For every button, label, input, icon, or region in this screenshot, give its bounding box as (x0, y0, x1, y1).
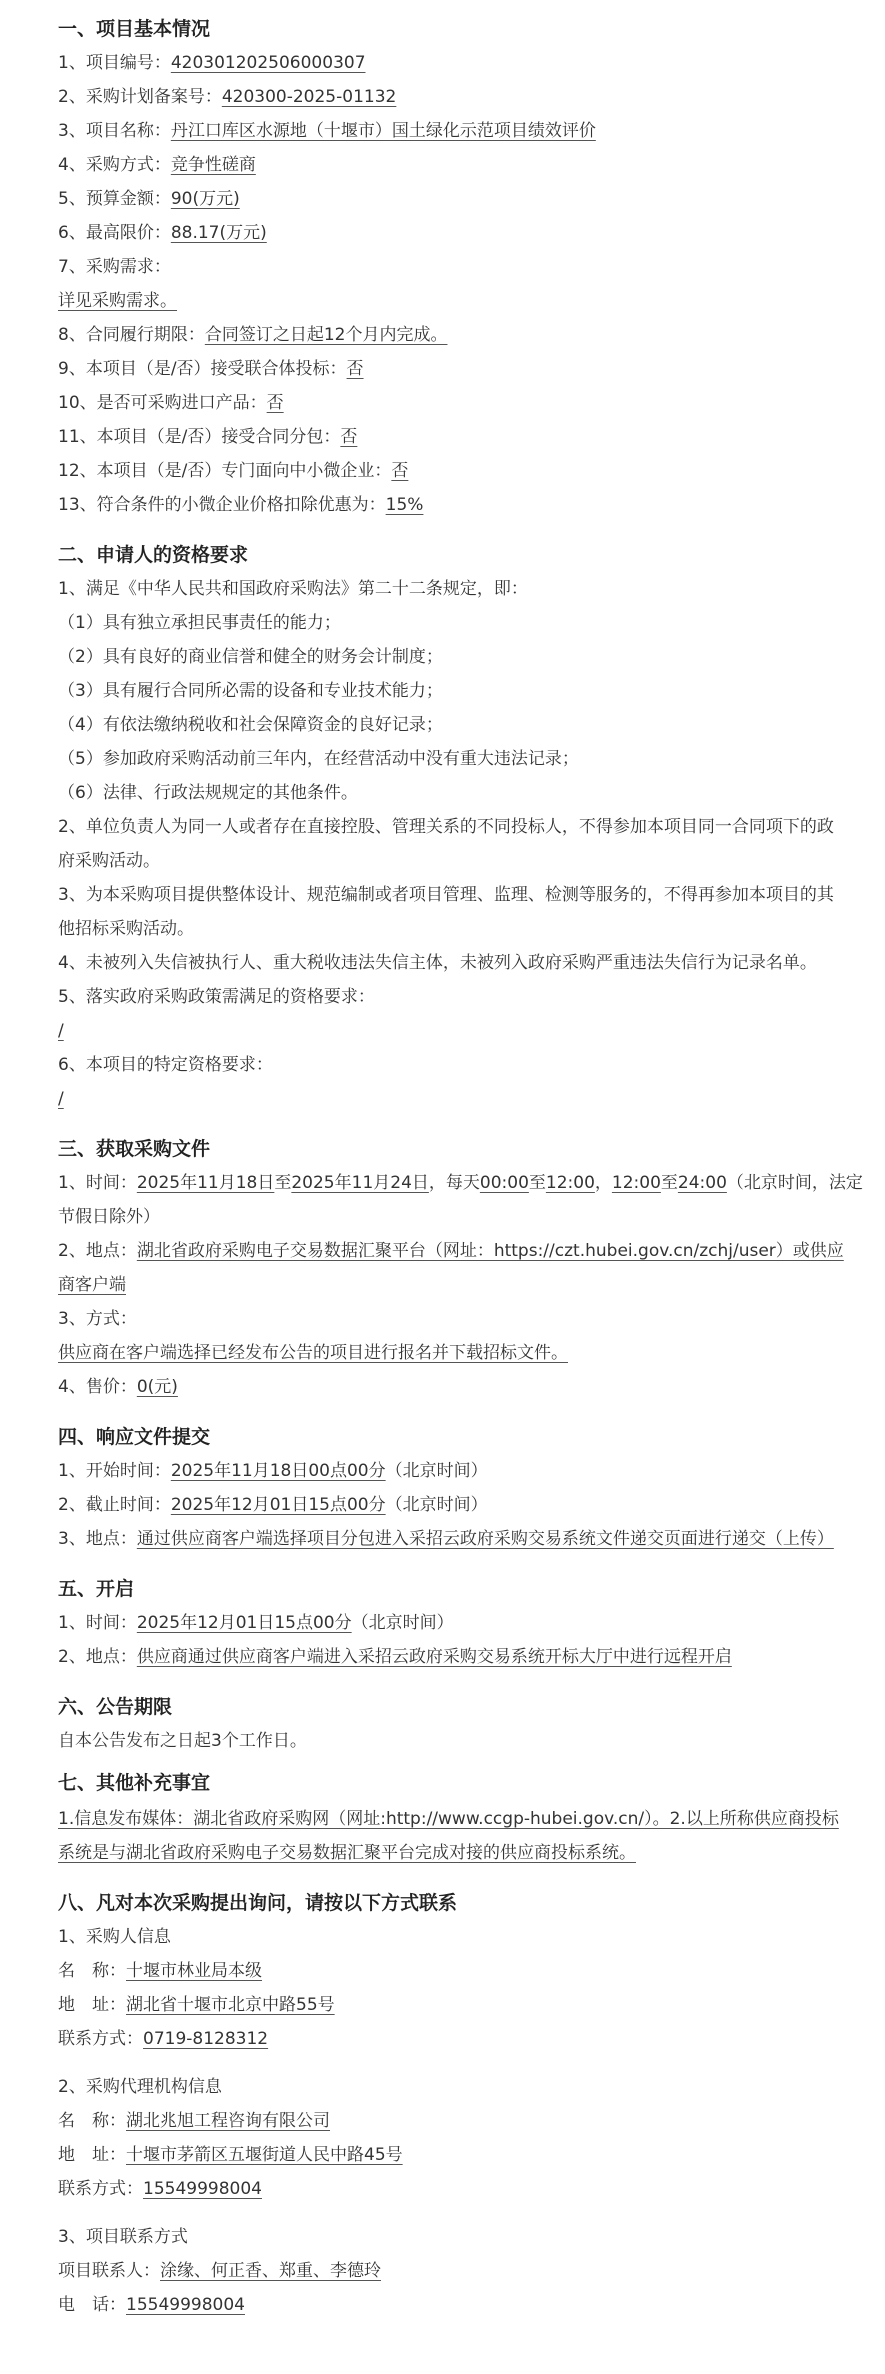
opening-time-value: 2025年12月01日15点00分 (136, 1613, 352, 1633)
qualification-2-line-1: 2、单位负责人为同一人或者存在直接控股、管理关系的不同投标人，不得参加本项目同一合同项下的政 (58, 817, 834, 837)
obtain-time-label: 1、时间： (58, 1173, 137, 1193)
section-title-basic-info: 一、项目基本情况 (58, 18, 211, 40)
submit-place-row (58, 1522, 842, 1556)
section-title-qualifications: 二、申请人的资格要求 (58, 544, 249, 566)
project-number-row (58, 46, 842, 80)
obtain-time-2: 12:00 (545, 1173, 595, 1193)
obtain-start-date: 2025年11月18日 (136, 1173, 275, 1193)
max-price-value: 88.17(万元) (170, 223, 267, 243)
agent-name: 湖北兆旭工程咨询有限公司 (126, 2111, 330, 2131)
buyer-tel-label: 联系方式： (58, 2029, 143, 2049)
qualification-3-line-2: 他招标采购活动。 (58, 919, 194, 939)
obtain-price-value: 0(元) (136, 1377, 178, 1397)
imports-row (58, 386, 842, 420)
submit-deadline-label: 2、截止时间： (58, 1495, 171, 1515)
contact-phone-label: 电 话： (58, 2295, 126, 2315)
sme-label: 12、本项目（是/否）专门面向中小微企业： (58, 461, 392, 481)
subcontract-value: 否 (340, 427, 358, 447)
contact-person-label: 项目联系人： (58, 2261, 160, 2281)
obtain-place-a: 湖北省政府采购电子交易数据汇聚平台（网址：https://czt.hubei.gov.cn/zchj/user）或供应 (136, 1241, 844, 1261)
plan-number-label: 2、采购计划备案号： (58, 87, 222, 107)
contact-person-row (58, 2254, 842, 2288)
obtain-place-label: 2、地点： (58, 1241, 137, 1261)
obtain-way-value: 供应商在客户端选择已经发布公告的项目进行报名并下载招标文件。 (58, 1343, 568, 1363)
period-value: 合同签订之日起12个月内完成。 (204, 325, 448, 345)
buyer-addr-label: 地 址： (58, 1995, 126, 2015)
obtain-way-label: 3、方式： (58, 1309, 137, 1329)
method-row (58, 148, 842, 182)
buyer-name-row (58, 1954, 842, 1988)
plan-number-row (58, 80, 842, 114)
demand-value: 详见采购需求。 (58, 291, 177, 311)
qualification-1-item-6: （6）法律、行政法规规定的其他条件。 (58, 783, 358, 803)
agent-tel-label: 联系方式： (58, 2179, 143, 2199)
qualification-6: 6、本项目的特定资格要求： (58, 1055, 273, 1075)
period-row (58, 318, 842, 352)
buyer-tel-row (58, 2022, 842, 2056)
section-title-obtain-docs: 三、获取采购文件 (58, 1138, 211, 1160)
buyer-name-label: 名 称： (58, 1961, 126, 1981)
agent-title: 2、采购代理机构信息 (58, 2077, 222, 2097)
supplement-line-2: 系统是与湖北省政府采购电子交易数据汇聚平台完成对接的供应商投标系统。 (58, 1843, 636, 1863)
submit-start-label: 1、开始时间： (58, 1461, 171, 1481)
supplement-line-1: 1.信息发布媒体：湖北省政府采购网（网址:http://www.ccgp-hubei.gov.cn/）。2.以上所称供应商投标 (58, 1809, 839, 1829)
obtain-place-row (58, 1234, 842, 1268)
agent-addr: 十堰市茅箭区五堰街道人民中路45号 (126, 2145, 403, 2165)
obtain-time-3: 12:00 (611, 1173, 661, 1193)
buyer-title: 1、采购人信息 (58, 1927, 171, 1947)
budget-value: 90(万元) (170, 189, 240, 209)
contact-phone: 15549998004 (126, 2295, 245, 2315)
project-name-row (58, 114, 842, 148)
qualification-6-value-row (58, 1082, 842, 1116)
contact-person: 涂缘、何正香、郑重、李德玲 (160, 2261, 381, 2281)
sme-row (58, 454, 842, 488)
discount-row (58, 488, 842, 522)
buyer-name: 十堰市林业局本级 (126, 1961, 262, 1981)
supplement-row-1 (58, 1802, 842, 1836)
obtain-tz-a: （北京时间，法定 (726, 1173, 863, 1193)
submit-place-value: 通过供应商客户端选择项目分包进入采招云政府采购交易系统文件递交页面进行递交（上传） (136, 1529, 834, 1549)
section-title-submission: 四、响应文件提交 (58, 1426, 211, 1448)
sme-value: 否 (391, 461, 409, 481)
obtain-to: 至 (274, 1173, 292, 1193)
qualification-1-item-2: （2）具有良好的商业信誉和健全的财务会计制度； (58, 647, 443, 667)
agent-tel-row (58, 2172, 842, 2206)
subcontract-row (58, 420, 842, 454)
opening-bj: （北京时间） (351, 1613, 454, 1633)
submit-start-bj: （北京时间） (385, 1461, 488, 1481)
supplement-row-2 (58, 1836, 842, 1870)
notice-period-text: 自本公告发布之日起3个工作日。 (58, 1731, 307, 1751)
period-label: 8、合同履行期限： (58, 325, 205, 345)
obtain-comma: ， (594, 1173, 612, 1193)
section-title-opening: 五、开启 (58, 1578, 135, 1600)
qualification-4: 4、未被列入失信被执行人、重大税收违法失信主体，未被列入政府采购严重违法失信行为记录名单。 (58, 953, 817, 973)
opening-place-value: 供应商通过供应商客户端进入采招云政府采购交易系统开标大厅中进行远程开启 (136, 1647, 732, 1667)
max-price-label: 6、最高限价： (58, 223, 171, 243)
obtain-to-3: 至 (660, 1173, 678, 1193)
max-price-row (58, 216, 842, 250)
demand-row (58, 284, 842, 318)
obtain-end-date: 2025年11月24日 (291, 1173, 429, 1193)
submit-start-row (58, 1454, 842, 1488)
obtain-daily: ，每天 (428, 1173, 480, 1193)
qualification-1-item-5: （5）参加政府采购活动前三年内，在经营活动中没有重大违法记录； (58, 749, 579, 769)
section-title-contact: 八、凡对本次采购提出询问，请按以下方式联系 (58, 1892, 458, 1914)
project-number-label: 1、项目编号： (58, 53, 171, 73)
project-number-value: 420301202506000307 (170, 53, 366, 73)
obtain-way-row (58, 1336, 842, 1370)
qualification-2-line-2: 府采购活动。 (58, 851, 160, 871)
consortium-row (58, 352, 842, 386)
opening-place-label: 2、地点： (58, 1647, 137, 1667)
agent-addr-row (58, 2138, 842, 2172)
imports-value: 否 (266, 393, 284, 413)
project-name-value: 丹江口库区水源地（十堰市）国土绿化示范项目绩效评价 (170, 121, 596, 141)
qualification-5-value-row (58, 1014, 842, 1048)
discount-label: 13、符合条件的小微企业价格扣除优惠为： (58, 495, 386, 515)
project-name-label: 3、项目名称： (58, 121, 171, 141)
obtain-price-label: 4、售价： (58, 1377, 137, 1397)
opening-time-label: 1、时间： (58, 1613, 137, 1633)
qualification-5-value: / (58, 1021, 64, 1041)
qualification-1-item-4: （4）有依法缴纳税收和社会保障资金的良好记录； (58, 715, 443, 735)
obtain-to-2: 至 (528, 1173, 546, 1193)
budget-row (58, 182, 842, 216)
imports-label: 10、是否可采购进口产品： (58, 393, 267, 413)
submit-place-label: 3、地点： (58, 1529, 137, 1549)
section-title-supplement: 七、其他补充事宜 (58, 1772, 211, 1794)
buyer-addr: 湖北省十堰市北京中路55号 (126, 1995, 335, 2015)
submit-deadline-bj: （北京时间） (385, 1495, 488, 1515)
qualification-5: 5、落实政府采购政策需满足的资格要求： (58, 987, 375, 1007)
qualification-1: 1、满足《中华人民共和国政府采购法》第二十二条规定，即： (58, 579, 528, 599)
agent-name-label: 名 称： (58, 2111, 126, 2131)
obtain-tz-b: 节假日除外） (58, 1207, 160, 1227)
opening-time-row (58, 1606, 842, 1640)
discount-value: 15% (385, 495, 424, 515)
agent-name-row (58, 2104, 842, 2138)
obtain-time-1: 00:00 (479, 1173, 529, 1193)
qualification-6-value: / (58, 1089, 64, 1109)
submit-deadline-value: 2025年12月01日15点00分 (170, 1495, 386, 1515)
subcontract-label: 11、本项目（是/否）接受合同分包： (58, 427, 341, 447)
section-title-period: 六、公告期限 (58, 1696, 173, 1718)
contact-title: 3、项目联系方式 (58, 2227, 188, 2247)
plan-number-value: 420300-2025-01132 (221, 87, 397, 107)
agent-tel: 15549998004 (143, 2179, 262, 2199)
obtain-place-b: 商客户端 (58, 1275, 126, 1295)
method-value: 竞争性磋商 (170, 155, 256, 175)
qualification-1-item-3: （3）具有履行合同所必需的设备和专业技术能力； (58, 681, 443, 701)
buyer-addr-row (58, 1988, 842, 2022)
qualification-1-item-1: （1）具有独立承担民事责任的能力； (58, 613, 341, 633)
contact-phone-row (58, 2288, 842, 2322)
obtain-place-row-2 (58, 1268, 842, 1302)
qualification-3-line-1: 3、为本采购项目提供整体设计、规范编制或者项目管理、监理、检测等服务的，不得再参加本项目的其 (58, 885, 834, 905)
agent-addr-label: 地 址： (58, 2145, 126, 2165)
obtain-time-row (58, 1166, 863, 1200)
demand-label: 7、采购需求： (58, 257, 171, 277)
submit-deadline-row (58, 1488, 842, 1522)
consortium-label: 9、本项目（是/否）接受联合体投标： (58, 359, 347, 379)
method-label: 4、采购方式： (58, 155, 171, 175)
obtain-price-row (58, 1370, 842, 1404)
submit-start-value: 2025年11月18日00点00分 (170, 1461, 386, 1481)
obtain-time-4: 24:00 (677, 1173, 727, 1193)
budget-label: 5、预算金额： (58, 189, 171, 209)
consortium-value: 否 (346, 359, 364, 379)
opening-place-row (58, 1640, 842, 1674)
buyer-tel: 0719-8128312 (143, 2029, 269, 2049)
